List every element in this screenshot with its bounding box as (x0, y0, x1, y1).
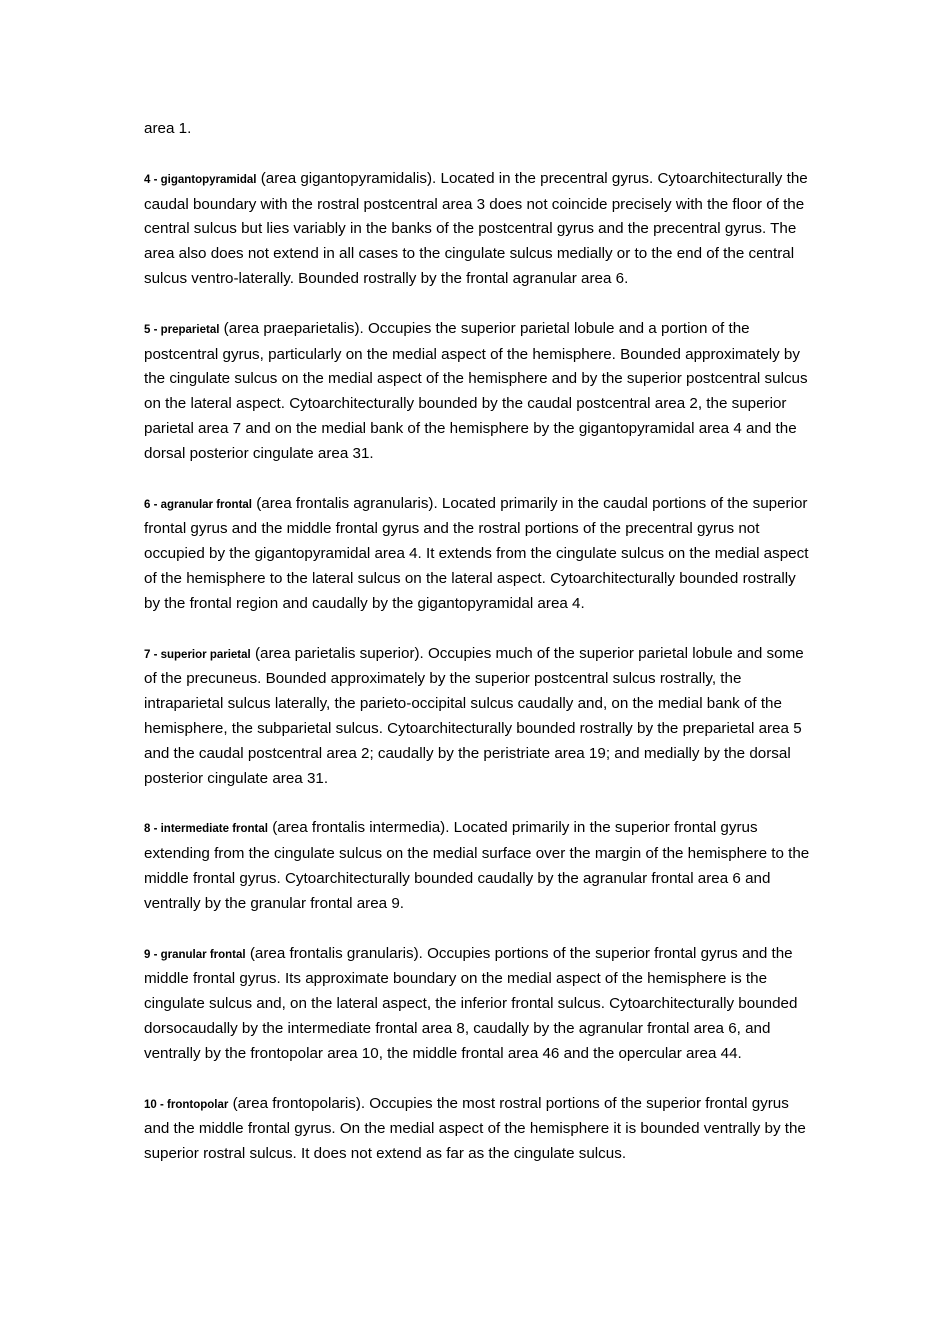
area-description: (area frontalis intermedia). Located primarily in the superior frontal gyrus extending from the cingulate sulcus on the medial surface over the margin of the hemisphere to the middle frontal gyrus. Cytoarchitecturally bounded caudally by the agranular frontal area 6 and ventrally by the granular frontal area 9. (144, 819, 810, 912)
area-term: 5 - preparietal (144, 323, 220, 336)
area-entry (144, 1092, 812, 1167)
area-term: 4 - gigantopyramidal (144, 173, 257, 186)
area-term: 7 - superior parietal (144, 648, 251, 661)
area-term: 6 - agranular frontal (144, 498, 252, 511)
area-description: (area frontopolaris). Occupies the most rostral portions of the superior frontal gyrus and the middle frontal gyrus. On the medial aspect of the hemisphere it is bounded ventrally by the superior rostral sulcus. It does not extend as far as the cingulate sulcus. (144, 1094, 806, 1163)
area-entry (144, 317, 812, 467)
area-term: 8 - intermediate frontal (144, 823, 268, 836)
area-entry (144, 642, 812, 792)
area-term: 9 - granular frontal (144, 948, 246, 961)
area-entry (144, 167, 812, 292)
area-entry (144, 492, 812, 617)
area-description: (area gigantopyramidalis). Located in the precentral gyrus. Cytoarchitecturally the caudal boundary with the rostral postcentral area 3 does not coincide precisely with the floor of the central sulcus but lies variably in the banks of the postcentral gyrus and the precentral gyrus. The area also does not extend in all cases to the cingulate sulcus medially or to the end of the central sulcus ventro-laterally. Bounded rostrally by the frontal agranular area 6. (144, 169, 808, 287)
area-term: 10 - frontopolar (144, 1098, 229, 1111)
area-entry (144, 942, 812, 1067)
continuation-text: area 1. (144, 120, 192, 137)
document-page (144, 117, 812, 1192)
area-description: (area parietalis superior). Occupies much of the superior parietal lobule and some of the precuneus. Bounded approximately by the superior postcentral sulcus rostrally, the intraparietal sulcus laterally, the parieto-occipital sulcus caudally and, on the medial bank of the hemisphere, the subparietal sulcus. Cytoarchitecturally bounded rostrally by the preparietal area 5 and the caudal postcentral area 2; caudally by the peristriate area 19; and medially by the dorsal posterior cingulate area 31. (144, 644, 804, 787)
area-entry (144, 816, 812, 916)
area-description: (area frontalis granularis). Occupies portions of the superior frontal gyrus and the middle frontal gyrus. Its approximate boundary on the medial aspect of the hemisphere is the cingulate sulcus and, on the lateral aspect, the inferior frontal sulcus. Cytoarchitecturally bounded dorsocaudally by the intermediate frontal area 8, caudally by the agranular frontal area 6, and ventrally by the frontopolar area 10, the middle frontal area 46 and the opercular area 44. (144, 944, 798, 1062)
area-description: (area frontalis agranularis). Located primarily in the caudal portions of the superior frontal gyrus and the middle frontal gyrus and the rostral portions of the precentral gyrus not occupied by the gigantopyramidal area 4. It extends from the cingulate sulcus on the medial aspect of the hemisphere to the lateral sulcus on the lateral aspect. Cytoarchitecturally bounded rostrally by the frontal region and caudally by the gigantopyramidal area 4. (144, 494, 809, 612)
area-description: (area praeparietalis). Occupies the superior parietal lobule and a portion of the postcentral gyrus, particularly on the medial aspect of the hemisphere. Bounded approximately by the cingulate sulcus on the medial aspect of the hemisphere and by the superior postcentral sulcus on the lateral aspect. Cytoarchitecturally bounded by the caudal postcentral area 2, the superior parietal area 7 and on the medial bank of the hemisphere by the gigantopyramidal area 4 and the dorsal posterior cingulate area 31. (144, 319, 808, 462)
